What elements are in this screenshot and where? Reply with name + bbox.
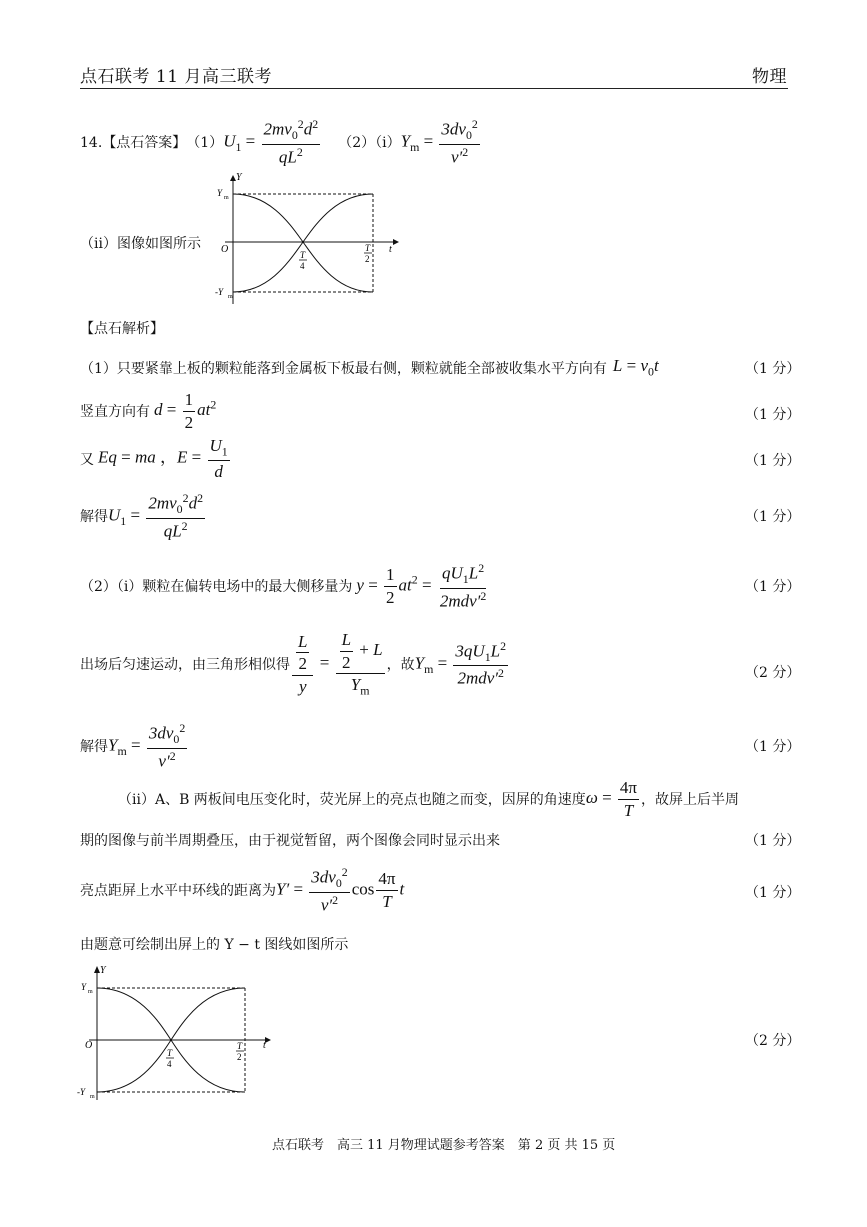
score-3: （1 分） (745, 453, 801, 469)
graph2-half-den: 2 (237, 1052, 242, 1062)
line-10-formula: Y′ = $\frac{3dv_0^2}{v'^2}$ cos $\frac{4\pi}{T}$ t (276, 865, 405, 915)
graph1-ym-sub: m (224, 195, 229, 201)
graph1-neg-ym-label: -Y (215, 287, 224, 297)
line-6-formula: $\frac{\frac{L}{2}}{y}$ = $\frac{L}{2}$ + L $Y_m$ (290, 630, 387, 698)
graph2-ym-label: Y (81, 982, 87, 992)
graph1-quarter-num: T (300, 250, 306, 260)
line-1-text: （1）只要紧靠上板的颗粒能落到金属板下板最右侧，颗粒就能全部被收集水平方向有 (80, 360, 607, 377)
graph2-y-label: Y (100, 965, 106, 976)
graph2-neg-ym-sub: m (90, 1094, 95, 1100)
header-right: 物理 (752, 67, 787, 87)
graph1-neg-ym-sub: m (228, 294, 233, 300)
graph1-half-num: T (365, 243, 371, 253)
graph1-t-label: t (389, 244, 392, 255)
line-7 (80, 722, 189, 771)
line-5-text: （2）（ⅰ）颗粒在偏转电场中的最大侧移量为 (80, 579, 353, 596)
graph1-quarter-den: 4 (300, 261, 305, 271)
graph2-neg-ym-label: -Y (77, 1087, 86, 1097)
graph1-curve-down (233, 194, 373, 292)
line-4-text: 解得 (80, 509, 108, 526)
graph1-origin-label: O (221, 244, 229, 255)
graph2-quarter-den: 4 (167, 1059, 172, 1069)
header-left: 点石联考 11 月高三联考 (80, 67, 272, 87)
score-8: （1 分） (745, 833, 801, 849)
graph2-x-arrow (265, 1037, 271, 1043)
score-7: （1 分） (745, 739, 801, 755)
line-7-text: 解得 (80, 739, 108, 756)
line-11: 由题意可绘制出屏上的 Y − t 图线如图所示 (80, 937, 349, 953)
line-6-text: 出场后匀速运动，由三角形相似得 (80, 657, 290, 674)
graph2-half-num: T (237, 1041, 243, 1051)
line-3-text: 又 (80, 451, 94, 468)
score-2: （1 分） (745, 407, 801, 423)
line-4 (80, 492, 207, 541)
answer-prefix: 14.【点石答案】 (80, 135, 187, 152)
line-7-formula: $Y_m$ = $\frac{3dv_0^2}{v'^2}$ (108, 721, 186, 771)
header-rule (80, 88, 788, 89)
answer-part1-label: （1） (186, 135, 224, 152)
line-6 (80, 630, 510, 698)
graph1-curve-up (233, 194, 373, 292)
graph2-ym-sub: m (88, 989, 93, 995)
answer-u1-formula: $U_1$ = $\frac{2mv_0^2d^2}{qL^2}$ (223, 117, 319, 167)
line-9: 期的图像与前半周期叠压，由于视觉暂留，两个图像会同时显示出来 (80, 833, 500, 849)
line-1 (80, 356, 659, 379)
graph2 (75, 964, 280, 1102)
line-6-mid: ，故 (386, 657, 415, 674)
answer-ym-formula: $Y_m$ = $\frac{3dv_0^2}{v'^2}$ (400, 117, 478, 167)
score-9: （1 分） (745, 885, 801, 901)
line-6-ym-formula: $Y_m$ = $\frac{3qU_1L^2}{2mdv'^2}$ (414, 638, 507, 688)
graph2-t-label: t (263, 1040, 266, 1051)
graph1-ym-label: Y (217, 188, 223, 198)
score-6: （2 分） (745, 665, 801, 681)
analysis-title: 【点石解析】 (80, 321, 164, 337)
graph1-y-label: Y (236, 172, 242, 183)
graph1 (215, 172, 405, 307)
graph2-origin-label: O (85, 1040, 93, 1051)
graph1-half-den: 2 (365, 254, 370, 264)
graph1-x-arrow (393, 239, 399, 245)
answer-part2-label: （2）（ⅰ） (338, 135, 401, 152)
score-4: （1 分） (745, 509, 801, 525)
line-8-text: （ⅱ）A、B 两板间电压变化时，荧光屏上的亮点也随之而变，因屏的角速度 (118, 792, 586, 809)
line-10-text: 亮点距屏上水平中环线的距离为 (80, 883, 276, 900)
score-1: （1 分） (745, 361, 801, 377)
line-8-tail: ，故屏上后半周 (641, 792, 740, 809)
line-2-formula: d = $\frac{1}{2}$ $at^2$ (154, 390, 217, 432)
line-5-formula: y = $\frac{1}{2}$ $at^2$ = $\frac{qU_1L^2}{2mdv'^2}$ (356, 561, 487, 611)
page-footer: 点石联考 高三 11 月物理试题参考答案 第 2 页 共 15 页 (272, 1138, 616, 1153)
answer-line (80, 118, 482, 167)
line-1-formula: $L = v_0t$ (612, 356, 659, 379)
line-2 (80, 390, 216, 432)
line-4-formula: $U_1$ = $\frac{2mv_0^2d^2}{qL^2}$ (108, 491, 204, 541)
line-10 (80, 866, 404, 915)
line-2-text: 竖直方向有 (80, 404, 150, 421)
line-5 (80, 562, 490, 611)
line-8-formula: ω = $\frac{4\pi}{T}$ (585, 778, 638, 820)
line-3 (80, 436, 232, 482)
score-5: （1 分） (745, 579, 801, 595)
graph2-quarter-num: T (167, 1048, 173, 1058)
line-8 (118, 778, 739, 820)
line-3-formula: Eq = ma ，E = $\frac{U_1}{d}$ (98, 436, 228, 482)
score-10: （2 分） (745, 1033, 801, 1049)
graph1-caption: （ⅱ）图像如图所示 (80, 236, 201, 252)
